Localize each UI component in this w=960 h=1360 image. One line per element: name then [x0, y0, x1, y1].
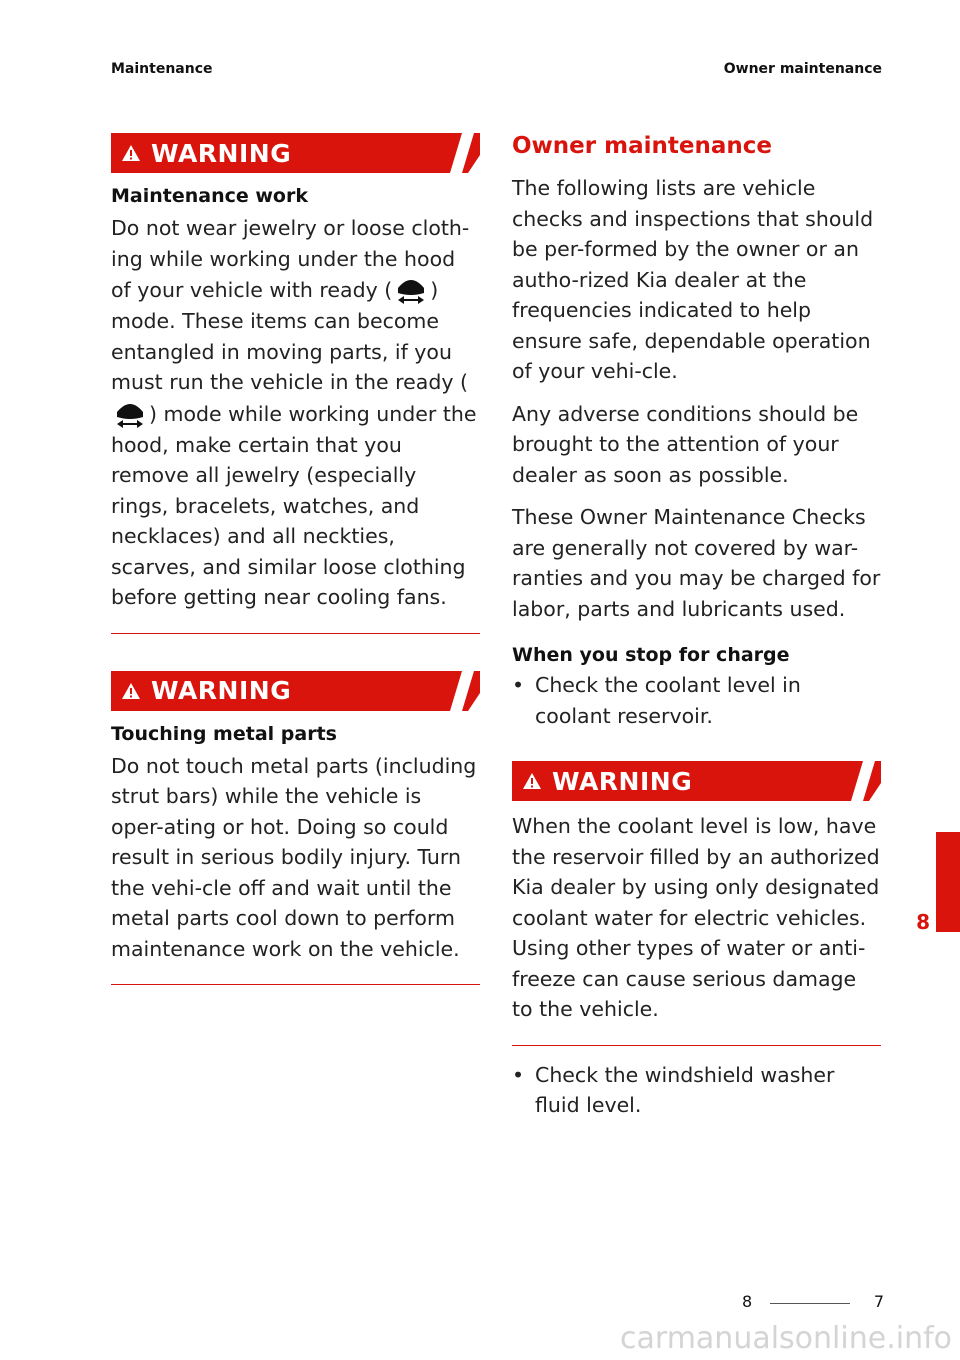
page-footer	[742, 1292, 884, 1316]
section-title: Owner maintenance	[512, 133, 772, 159]
warning-triangle-icon	[522, 771, 542, 791]
left-column	[111, 133, 480, 985]
bullet-icon: •	[512, 673, 525, 697]
chapter-tab	[936, 832, 960, 932]
warning-title: Touching metal parts	[111, 722, 337, 745]
ready-mode-icon	[393, 274, 429, 306]
warning-label: WARNING	[151, 676, 292, 705]
warning-banner	[512, 761, 881, 801]
paragraph: Any adverse conditions should be brought to the attention of your dealer as soon as possible.	[512, 401, 859, 487]
running-header-topic: Owner maintenance	[723, 61, 882, 77]
watermark: carmanualsonline.info	[620, 1321, 952, 1356]
paragraph: The following lists are vehicle checks and inspections that should be per-formed by the owner or an autho-rized Kia dealer at the frequencies indicated to help ensure safe, dependable operation of your vehi-cle.	[512, 176, 874, 383]
footer-chapter: 8	[742, 1292, 753, 1311]
warning-text: Do not wear jewelry or loose cloth-ing while working under the hood of your vehicle with ready ( ) mode. These items can become entangled in moving parts, if you must run the vehicle in the ready () mode while working under the hood, make certain that you remove all jewelry (especially rings, bracelets, watches, and necklaces) and all neckties, scarves, and similar loose clothing before getting near cooling fans.	[111, 216, 477, 609]
warning-divider	[111, 984, 480, 985]
banner-stripes-icon	[434, 671, 480, 711]
running-header-section: Maintenance	[111, 61, 213, 77]
ready-mode-icon	[112, 398, 148, 430]
warning-banner	[111, 671, 480, 711]
footer-divider	[770, 1303, 850, 1304]
warning-banner	[111, 133, 480, 173]
warning-label: WARNING	[151, 138, 292, 168]
banner-stripes-icon	[434, 133, 480, 173]
warning-label: WARNING	[552, 766, 693, 796]
bullet-item: • Check the coolant level in coolant reservoir.	[512, 670, 881, 731]
bullet-icon: •	[512, 1062, 525, 1087]
warning-title: Maintenance work	[111, 185, 308, 207]
paragraph: These Owner Maintenance Checks are generally not covered by war-ranties and you may be charged for labor, parts and lubricants used.	[512, 505, 881, 621]
page-number: 7	[873, 1292, 884, 1311]
warning-triangle-icon	[121, 681, 141, 701]
banner-stripes-icon	[835, 761, 881, 801]
warning-text: Do not touch metal parts (including strut bars) while the vehicle is oper-ating or hot. Doing so could result in serious bodily injury. Turn the vehi-cle off and wait until the metal parts cool down to perform maintenance work on the vehicle.	[111, 753, 477, 961]
right-column	[512, 133, 881, 1121]
bullet-item: • Check the windshield washer fluid level.	[512, 1060, 881, 1121]
warning-text: When the coolant level is low, have the reservoir filled by an authorized Kia dealer by using only designated coolant water for electric vehicles. Using other types of water or anti-freeze can cause serious damage to the vehicle.	[512, 814, 880, 1021]
warning-triangle-icon	[121, 143, 141, 163]
subsection-title: When you stop for charge	[512, 644, 790, 666]
chapter-tab-number: 8	[916, 910, 930, 934]
